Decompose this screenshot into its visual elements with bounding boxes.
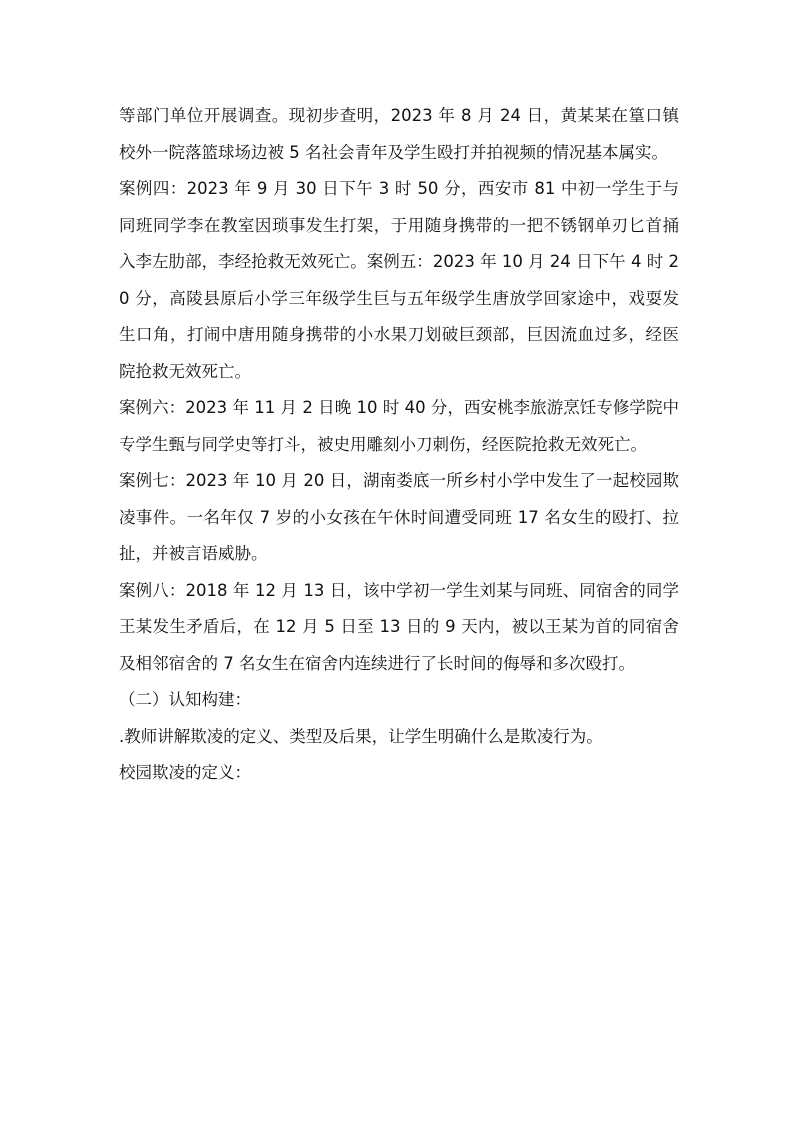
paragraph-teacher-explains: .教师讲解欺凌的定义、类型及后果，让学生明确什么是欺凌行为。 xyxy=(119,726,603,746)
paragraph-case-8: 案例八：2018 年 12 月 13 日，该中学初一学生刘某与同班、同宿舍的同学王某发生矛盾后，在 12 月 5 日至 13 日的 9 天内，被以王某为首的同宿舍及相邻宿舍的 7 名女生在宿舍内连续进行了长时间的侮辱和多次殴打。 xyxy=(119,580,679,673)
paragraph-investigation: 等部门单位开展调查。现初步查明，2023 年 8 月 24 日，黄某某在篁口镇校外一院落篮球场边被 5 名社会青年及学生殴打并拍视频的情况基本属实。 xyxy=(119,106,679,162)
paragraph-case-7: 案例七：2023 年 10 月 20 日，湖南娄底一所乡村小学中发生了一起校园欺凌事件。一名年仅 7 岁的小女孩在午休时间遭受同班 17 名女生的殴打、拉扯，并被言语威胁。 xyxy=(119,471,679,563)
section-heading-cognition: （二）认知构建： xyxy=(119,690,251,709)
paragraph-definition-heading: 校园欺凌的定义： xyxy=(119,763,251,782)
paragraph-case-6: 案例六：2023 年 11 月 2 日晚 10 时 40 分，西安桃李旅游烹饪专修学院中专学生甄与同学史等打斗，被史用雕刻小刀刺伤，经医院抢救无效死亡。 xyxy=(119,398,679,454)
paragraph-case-4-5: 案例四：2023 年 9 月 30 日下午 3 时 50 分，西安市 81 中初一学生于与同班同学李在教室因琐事发生打架，于用随身携带的一把不锈钢单刃匕首捅入李左肋部，李经抢救无效死亡。案例五：2023 年 10 月 24 日下午 4 时 20 分，高陵县原后小学三年级学生巨与五年级学生唐放学回家途中，戏耍发生口角，打闹中唐用随身携带的小水果刀划破巨颈部，巨因流血过多，经医院抢救无效死亡。 xyxy=(119,179,679,381)
document-body xyxy=(119,98,679,792)
